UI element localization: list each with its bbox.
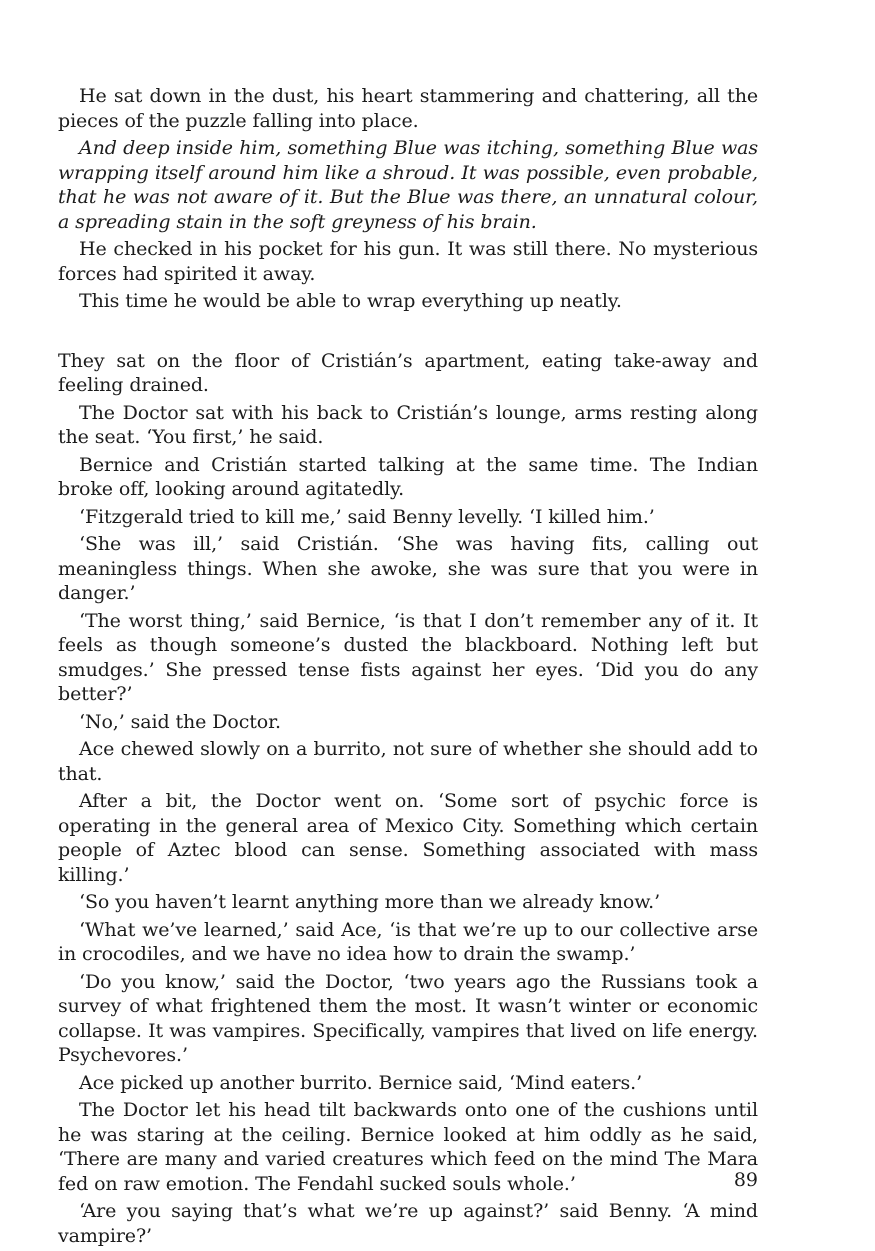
- paragraph: ‘No,’ said the Doctor.: [79, 710, 281, 733]
- paragraph: Bernice and Cristián started talking at the same time. The Indian broke off, looking around agitatedly.: [58, 453, 758, 500]
- book-page-body: [58, 84, 758, 1251]
- paragraph: The Doctor let his head tilt backwards onto one of the cushions until he was staring at the ceiling. Bernice looked at him oddly as he said, ‘There are many and varied creatures which feed on the mind The Mara fed on raw emotion. The Fendahl sucked souls whole.’: [58, 1099, 758, 1195]
- paragraph: ‘Fitzgerald tried to kill me,’ said Benny levelly. ‘I killed him.’: [79, 505, 655, 528]
- paragraph: ‘So you haven’t learnt anything more than we already know.’: [79, 891, 661, 913]
- paragraph: The Doctor sat with his back to Cristián’s lounge, arms resting along the seat. ‘You first,’ he said.: [58, 401, 758, 448]
- paragraph: After a bit, the Doctor went on. ‘Some sort of psychic force is operating in the general area of Mexico City. Something which certain people of Aztec blood can sense. Something associated with mass killing.’: [58, 790, 758, 886]
- paragraph-italic: And deep inside him, something Blue was itching, something Blue was wrapping itself around him like a shroud. It was possible, even probable, that he was not aware of it. But the Blue was there, an unnatural colour, a spreading stain in the soft greyness of his brain.: [58, 137, 758, 233]
- section-break: [58, 317, 758, 349]
- paragraph: Ace chewed slowly on a burrito, not sure of whether she should add to that.: [58, 738, 758, 785]
- paragraph: Ace picked up another burrito. Bernice said, ‘Mind eaters.’: [79, 1071, 643, 1094]
- paragraph-section-start: They sat on the floor of Cristián’s apartment, eating take-away and feeling drained.: [58, 349, 758, 396]
- paragraph: ‘Are you saying that’s what we’re up against?’ said Benny. ‘A mind vampire?’: [58, 1200, 758, 1247]
- paragraph: ‘The worst thing,’ said Bernice, ‘is that I don’t remember any of it. It feels as though someone’s dusted the blackboard. Nothing left but smudges.’ She pressed tense fists against her eyes. ‘Did you do any better?’: [58, 609, 758, 705]
- paragraph: ‘She was ill,’ said Cristián. ‘She was having fits, calling out meaningless things. When she awoke, she was sure that you were in danger.’: [58, 533, 758, 604]
- paragraph: ‘Do you know,’ said the Doctor, ‘two years ago the Russians took a survey of what frightened them the most. It wasn’t winter or economic collapse. It was vampires. Specifically, vampires that lived on life energy. Psychevores.’: [58, 970, 758, 1066]
- page-number: 89: [733, 1169, 758, 1191]
- paragraph: This time he would be able to wrap everything up neatly.: [79, 290, 622, 312]
- paragraph: ‘What we’ve learned,’ said Ace, ‘is that we’re up to our collective arse in crocodiles, and we have no idea how to drain the swamp.’: [58, 918, 758, 965]
- paragraph: He checked in his pocket for his gun. It was still there. No mysterious forces had spirited it away.: [58, 238, 758, 285]
- paragraph: He sat down in the dust, his heart stammering and chattering, all the pieces of the puzzle falling into place.: [58, 85, 758, 132]
